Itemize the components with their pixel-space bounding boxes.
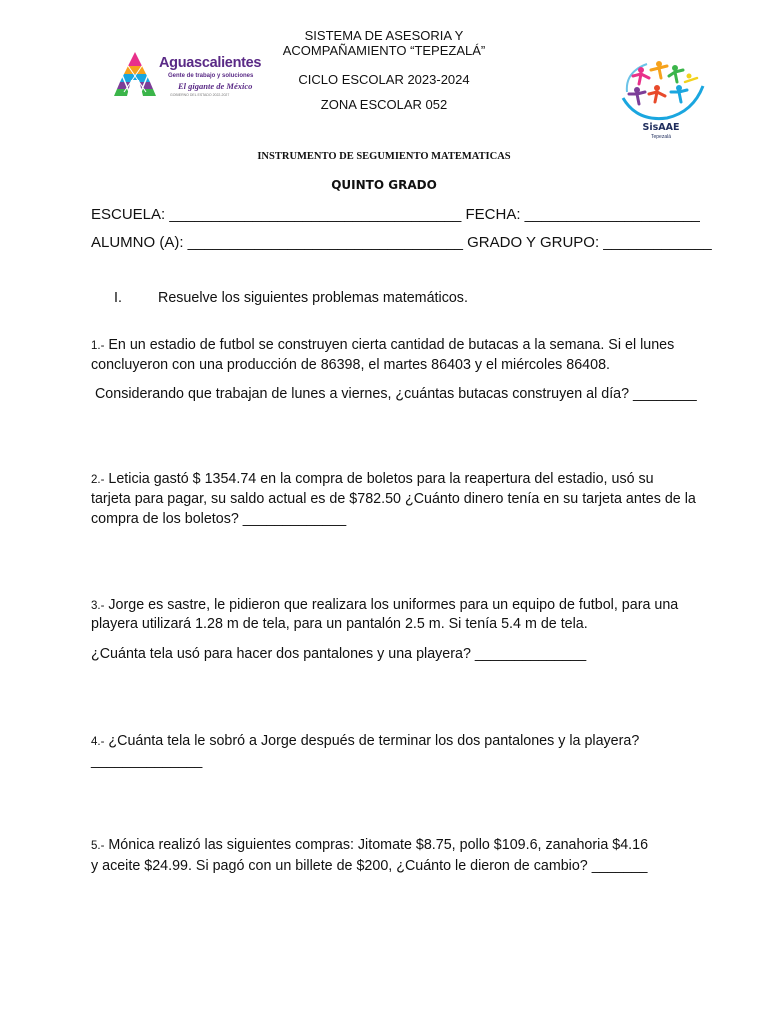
aguascalientes-a-icon: [112, 50, 158, 98]
grade-title: QUINTO GRADO: [331, 178, 437, 192]
school-zone: ZONA ESCOLAR 052: [320, 97, 448, 112]
problem-4-answer-line: ______________: [91, 753, 203, 769]
header-line-2: ACOMPAÑAMIENTO “TEPEZALÁ”: [282, 43, 486, 58]
problem-1-line-1: 1.- En un estadio de futbol se construyen cierta cantidad de butacas a la semana. Si el lunes: [91, 337, 675, 353]
sisaae-wordmark: SisAAE: [642, 122, 680, 133]
problem-2-question: compra de los boletos? _____________: [91, 511, 347, 527]
aguascalientes-subtitle: Gente de trabajo y soluciones: [168, 73, 254, 79]
problem-3-question: ¿Cuánta tela usó para hacer dos pantalones y una playera? ______________: [91, 646, 587, 662]
aguascalientes-wordmark: Aguascalientes: [159, 55, 262, 71]
aguascalientes-slogan: El gigante de México: [178, 81, 253, 91]
problem-5-number: 5.-: [91, 840, 105, 852]
school-date-field[interactable]: ESCUELA: ___________________________________ FECHA: _____________________: [91, 206, 700, 223]
problem-5-line-1: 5.- Mónica realizó las siguientes compras: Jitomate $8.75, pollo $109.6, zanahoria $4.16: [91, 837, 649, 853]
problem-3-number: 3.-: [91, 600, 105, 612]
sisaae-figures-icon: [617, 52, 705, 124]
aguascalientes-fine-print: GOBIERNO DEL ESTADO 2022-2027: [170, 93, 230, 97]
problem-3-line-2: playera utilizará 1.28 m de tela, para un pantalón 2.5 m. Si tenía 5.4 m de tela.: [91, 616, 588, 632]
sisaae-logo: [617, 52, 705, 144]
problem-1-question: Considerando que trabajan de lunes a viernes, ¿cuántas butacas construyen al día? ________: [91, 386, 697, 402]
section-instruction: Resuelve los siguientes problemas matemáticos.: [158, 290, 468, 306]
problem-1-number: 1.-: [91, 340, 105, 352]
section-numeral: I.: [114, 290, 122, 306]
header-line-1: SISTEMA DE ASESORIA Y: [304, 28, 464, 43]
student-group-field[interactable]: ALUMNO (A): _________________________________ GRADO Y GRUPO: _____________: [91, 234, 712, 251]
aguascalientes-logo: [112, 50, 262, 100]
school-cycle: CICLO ESCOLAR 2023-2024: [298, 72, 470, 87]
problem-2-number: 2.-: [91, 474, 105, 486]
problem-1-line-2: concluyeron con una producción de 86398, el martes 86403 y el miércoles 86408.: [91, 357, 610, 373]
problem-4-line-1: 4.- ¿Cuánta tela le sobró a Jorge después de terminar los dos pantalones y la playera?: [91, 733, 640, 749]
instrument-title: INSTRUMENTO DE SEGUMIENTO MATEMATICAS: [257, 151, 511, 162]
problem-2-line-1: 2.- Leticia gastó $ 1354.74 en la compra de boletos para la reapertura del estadio, usó su: [91, 471, 654, 487]
sisaae-place: Tepezalá: [650, 134, 671, 140]
problem-4-number: 4.-: [91, 736, 105, 748]
problem-3-line-1: 3.- Jorge es sastre, le pidieron que realizara los uniformes para un equipo de futbol, para una: [91, 597, 679, 613]
problem-5-line-2: y aceite $24.99. Si pagó con un billete de $200, ¿Cuánto le dieron de cambio? _______: [91, 858, 648, 874]
problem-2-line-2: tarjeta para pagar, su saldo actual es de $782.50 ¿Cuánto dinero tenía en su tarjeta antes de la: [91, 491, 696, 507]
